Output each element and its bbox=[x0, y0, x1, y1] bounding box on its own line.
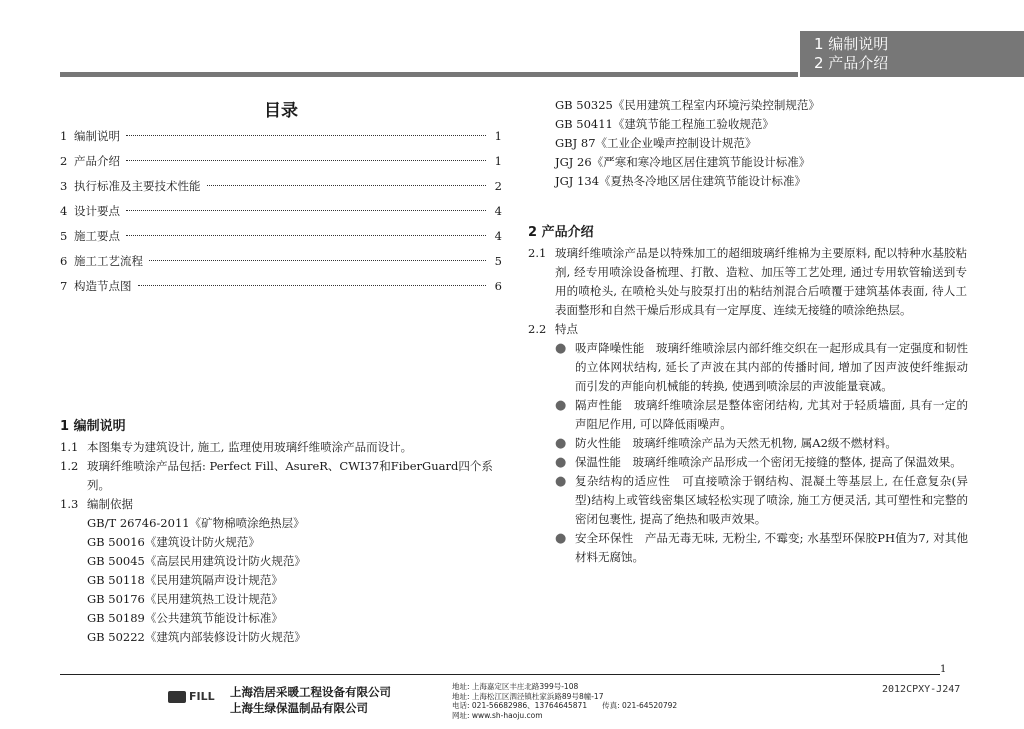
section1-heading: 1 编制说明 bbox=[60, 419, 126, 434]
company-name: 上海生绿保温制品有限公司 bbox=[230, 701, 368, 715]
toc-item[interactable]: 3 执行标准及主要技术性能 2 bbox=[60, 179, 502, 193]
chapter-tab-line1: 1 编制说明 bbox=[814, 35, 889, 53]
reference-item: GBJ 87《工业企业噪声控制设计规范》 bbox=[555, 136, 757, 150]
para-1-1: 1.1 本图集专为建筑设计, 施工, 监理使用玻璃纤维喷涂产品而设计。 bbox=[60, 440, 413, 454]
feature-item: ● 保温性能 玻璃纤维喷涂产品形成一个密闭无接缝的整体, 提高了保温效果。 bbox=[555, 455, 962, 470]
page-number: 1 bbox=[940, 664, 947, 675]
bullet-icon: ● bbox=[555, 474, 567, 489]
chapter-tab bbox=[800, 31, 1024, 77]
reference-item: GB 50176《民用建筑热工设计规范》 bbox=[87, 592, 283, 606]
section2-heading: 2 产品介绍 bbox=[528, 225, 594, 240]
left-column bbox=[60, 96, 502, 647]
para-1-2: 1.2 玻璃纤维喷涂产品包括: Perfect Fill、AsureR、CWI37和FiberGuard四个系列。 bbox=[60, 459, 493, 492]
toc-item[interactable]: 6 施工工艺流程 5 bbox=[60, 254, 502, 268]
toc-title: 目录 bbox=[264, 101, 298, 121]
company-name: 上海浩居采暖工程设备有限公司 bbox=[230, 685, 391, 699]
phone-line: 电话: 021-56682986、13764645871 传真: 021-64520792 bbox=[452, 701, 678, 710]
reference-item: JGJ 26《严寒和寒冷地区居住建筑节能设计标准》 bbox=[555, 155, 811, 169]
feature-item: ● 安全环保性 产品无毒无味, 无粉尘, 不霉变; 水基型环保胶PH值为7, 对其他材料无腐蚀。 bbox=[528, 529, 968, 567]
company-names bbox=[230, 684, 391, 716]
para-1-3: 1.3 编制依据 bbox=[60, 497, 133, 511]
bullet-icon: ● bbox=[555, 436, 567, 451]
toc-item[interactable]: 7 构造节点图 6 bbox=[60, 279, 502, 293]
bullet-icon: ● bbox=[555, 531, 567, 546]
bullet-icon: ● bbox=[555, 455, 567, 470]
reference-item: GB 50118《民用建筑隔声设计规范》 bbox=[87, 573, 283, 587]
chapter-tab-line2: 2 产品介绍 bbox=[814, 54, 889, 72]
reference-list-continued bbox=[528, 96, 968, 191]
reference-item: GB 50016《建筑设计防火规范》 bbox=[87, 535, 260, 549]
para-2-2: 2.2 特点 bbox=[528, 322, 578, 336]
feature-list bbox=[528, 339, 968, 567]
toc-list bbox=[60, 124, 502, 299]
reference-item: GB 50189《公共建筑节能设计标准》 bbox=[87, 611, 283, 625]
toc-item[interactable]: 2 产品介绍 1 bbox=[60, 154, 502, 168]
address-line: 地址: 上海嘉定区丰庄北路399号-108 bbox=[452, 682, 579, 691]
bullet-icon: ● bbox=[555, 398, 567, 413]
reference-item: GB 50411《建筑节能工程施工验收规范》 bbox=[555, 117, 774, 131]
right-column bbox=[528, 96, 968, 567]
contact-info bbox=[452, 682, 677, 720]
footer-rule bbox=[60, 674, 940, 675]
toc-item[interactable]: 1 编制说明 1 bbox=[60, 129, 502, 143]
atlas-code: 2012CPXY-J247 bbox=[882, 684, 961, 695]
brand-logo: FILL bbox=[168, 690, 215, 703]
reference-item: JGJ 134《夏热冬冷地区居住建筑节能设计标准》 bbox=[555, 174, 807, 188]
reference-item: GB/T 26746-2011《矿物棉喷涂绝热层》 bbox=[87, 516, 305, 530]
header-rule bbox=[60, 72, 798, 77]
logo-mark-icon bbox=[168, 691, 186, 703]
address-line: 地址: 上海松江区泗泾镇杜家浜路89号8幢-17 bbox=[452, 691, 604, 701]
website-line: 网址: www.sh-haoju.com bbox=[452, 710, 543, 720]
toc-item[interactable]: 5 施工要点 4 bbox=[60, 229, 502, 243]
reference-list bbox=[60, 514, 502, 647]
reference-item: GB 50325《民用建筑工程室内环境污染控制规范》 bbox=[555, 98, 820, 112]
feature-item: ● 防火性能 玻璃纤维喷涂产品为天然无机物, 属A2级不燃材料。 bbox=[555, 436, 897, 451]
reference-item: GB 50222《建筑内部装修设计防火规范》 bbox=[87, 630, 306, 644]
reference-item: GB 50045《高层民用建筑设计防火规范》 bbox=[87, 554, 306, 568]
para-2-1: 2.1 玻璃纤维喷涂产品是以特殊加工的超细玻璃纤维棉为主要原料, 配以特种水基胶粘剂, 经专用喷涂设备梳理、打散、造粒、加压等工艺处理, 通过专用软管输送到专用的喷枪头, 在喷枪头处与胶泵打出的粘结剂混合后喷覆于建筑基体表面, 待人工表面整形和自然干燥后形成具有一定厚度、连续无接缝的喷涂绝热层。 bbox=[528, 246, 967, 317]
toc-item[interactable]: 4 设计要点 4 bbox=[60, 204, 502, 218]
feature-item: ● 吸声降噪性能 玻璃纤维喷涂层内部纤维交织在一起形成具有一定强度和韧性的立体网状结构, 延长了声波在其内部的传播时间, 增加了因声波使纤维振动而引发的声能向机械能的转换, 使遇到喷涂层的声波能量衰减。 bbox=[528, 339, 968, 396]
feature-item: ● 隔声性能 玻璃纤维喷涂层是整体密闭结构, 尤其对于轻质墙面, 具有一定的声阻尼作用, 可以降低雨噪声。 bbox=[528, 396, 968, 434]
bullet-icon: ● bbox=[555, 341, 567, 356]
feature-item: ● 复杂结构的适应性 可直接喷涂于钢结构、混凝土等基层上, 在任意复杂(异型)结构上或管线密集区域轻松实现了喷涂, 施工方便灵活, 其可塑性和完整的密闭包裹性, 提高了绝热和吸声效果。 bbox=[528, 472, 968, 529]
